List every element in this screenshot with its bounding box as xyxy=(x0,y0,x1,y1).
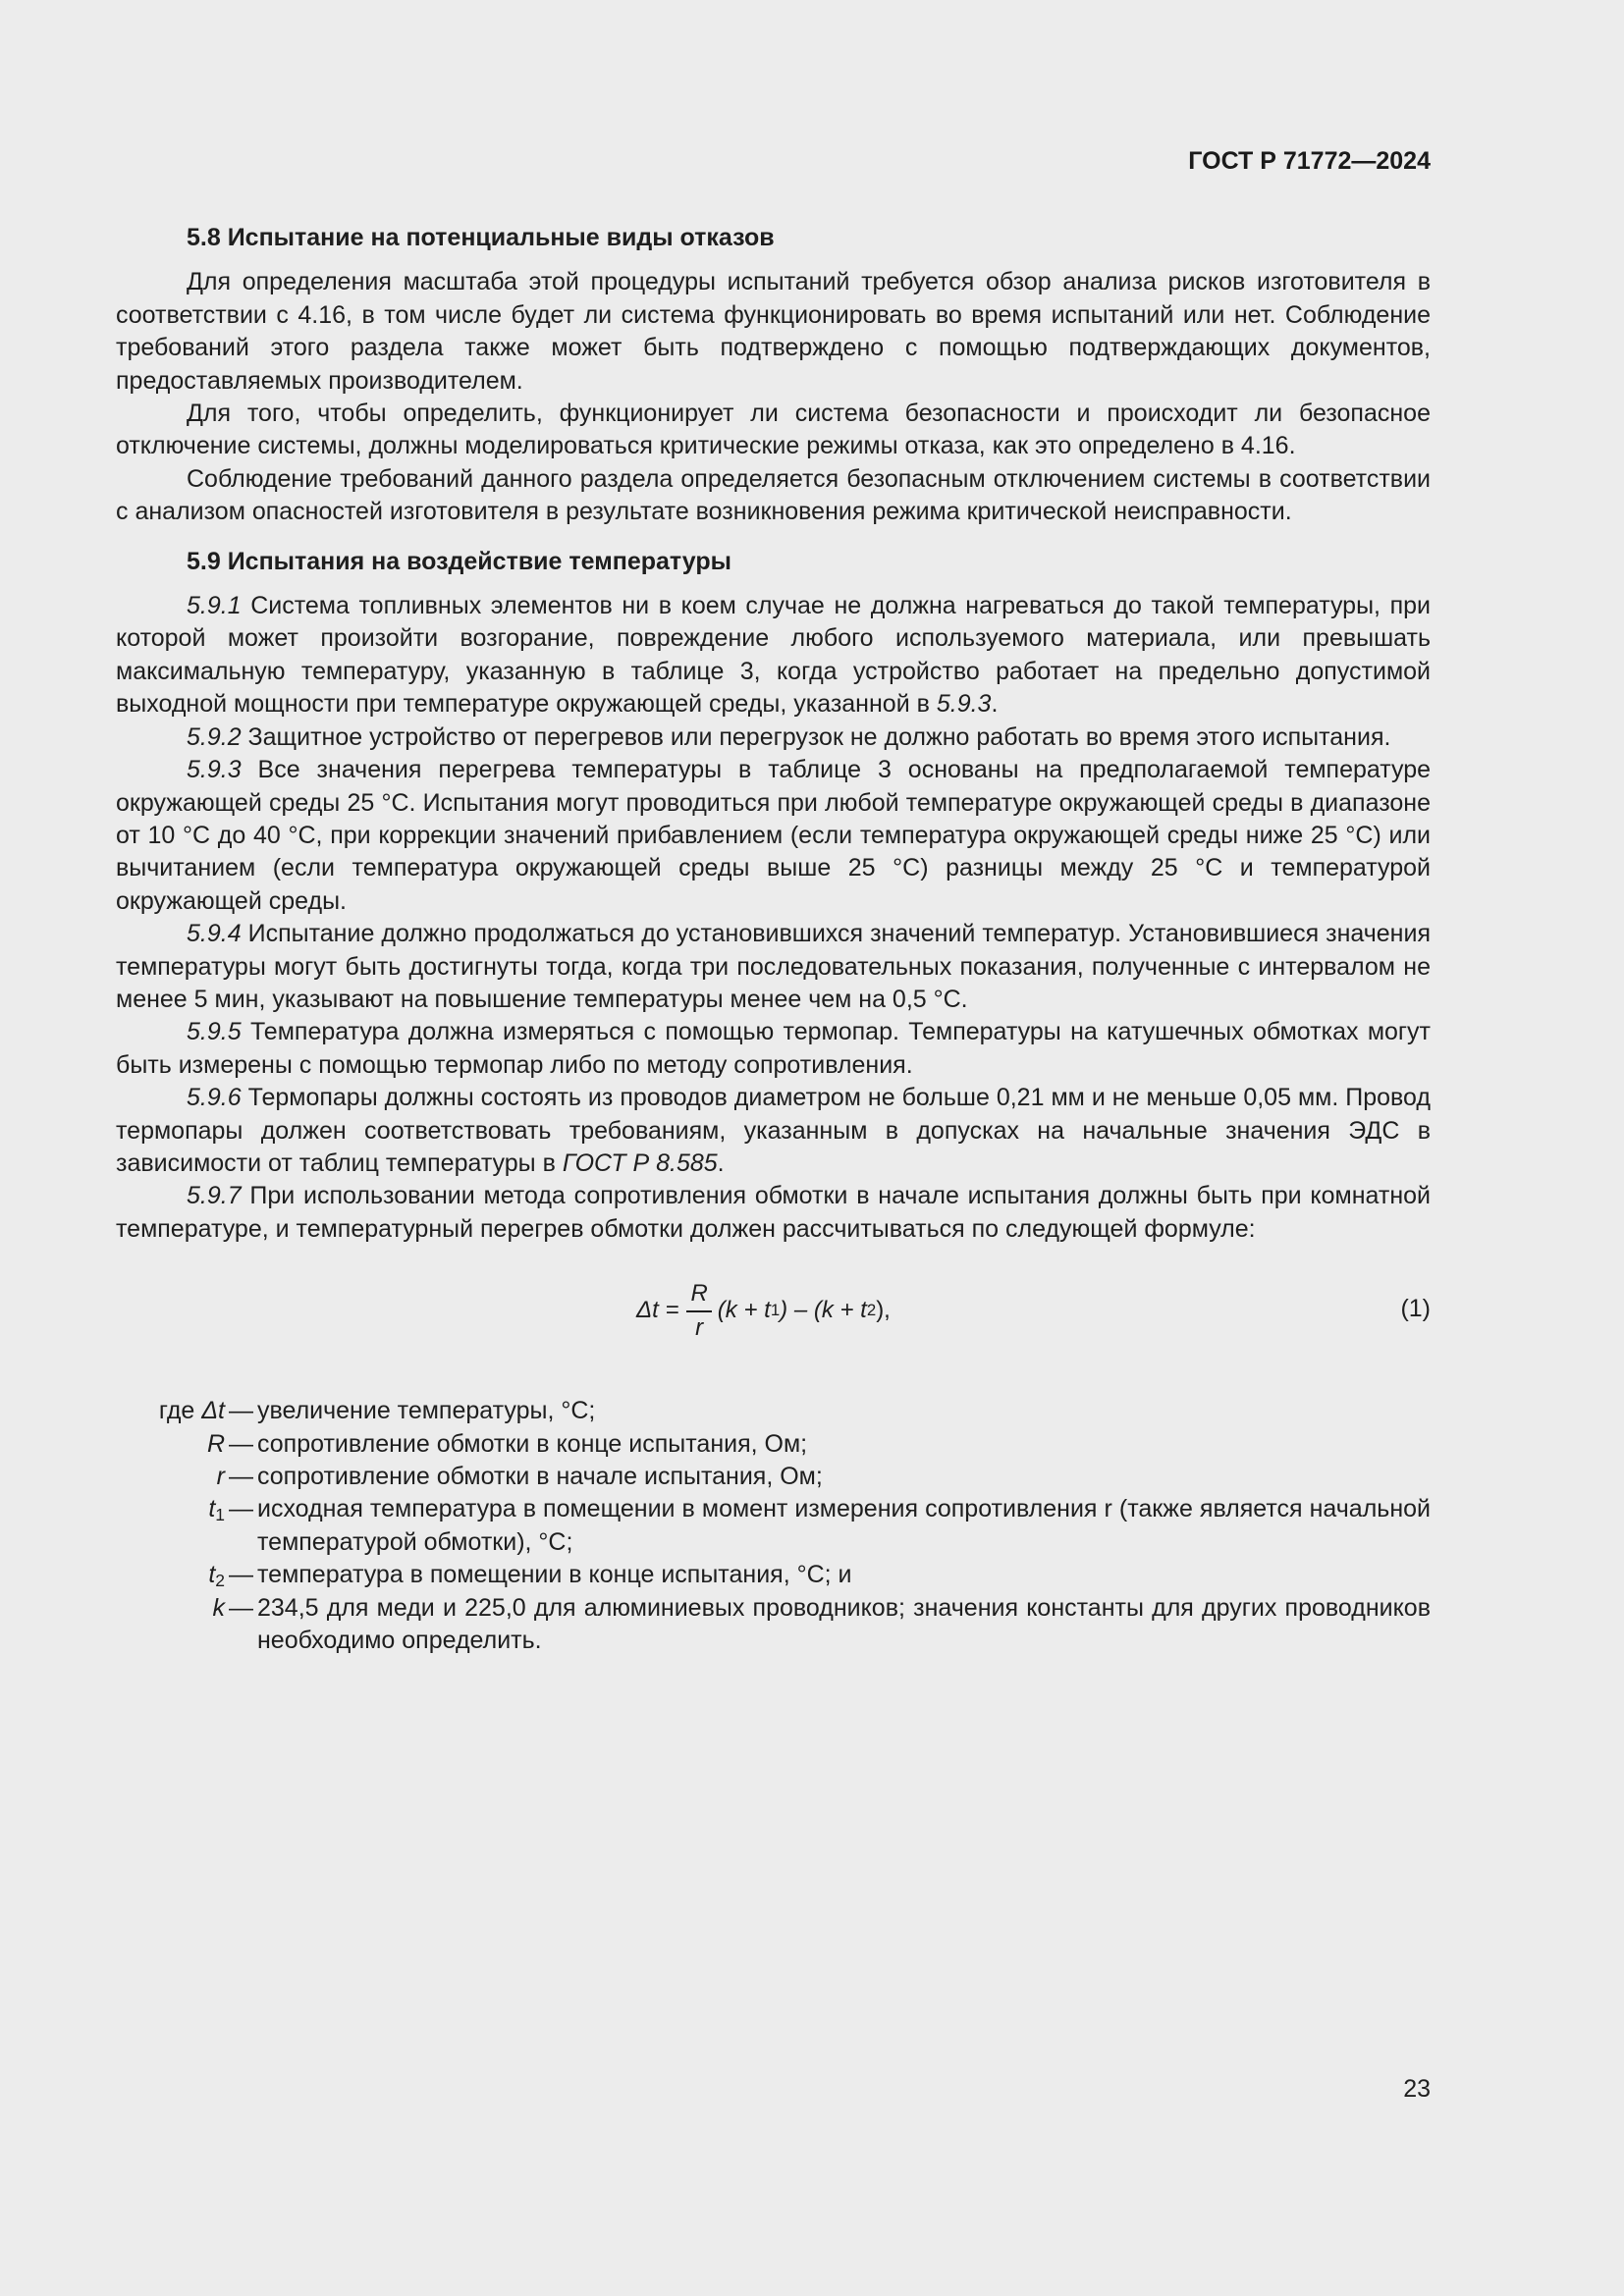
page-number: 23 xyxy=(1403,2075,1431,2103)
legend-symbol: r xyxy=(216,1463,225,1490)
legend-description: увеличение температуры, °С; xyxy=(257,1397,596,1425)
clause-text: При использовании метода сопротивления обмотки в начале испытания должны быть при комнатной температуре, и температурный перегрев обмотки должен рассчитываться по следующей формуле: xyxy=(116,1182,1431,1243)
clause-tail: . xyxy=(991,690,999,719)
legend-description: сопротивление обмотки в начале испытания, Ом; xyxy=(257,1463,823,1490)
clause-5-9-4 xyxy=(116,918,1431,1016)
clause-number: 5.9.2 xyxy=(187,722,242,751)
clause-number: 5.9.7 xyxy=(187,1182,242,1210)
legend-dash: — xyxy=(229,1429,253,1458)
clause-text: Температура должна измеряться с помощью термопар. Температуры на катушечных обмотках могут быть измерены с помощью термопар либо по методу сопротивления. xyxy=(116,1018,1431,1079)
clause-5-9-7 xyxy=(116,1180,1431,1246)
formula-term-3: ), xyxy=(876,1297,891,1324)
legend-description: сопротивление обмотки в конце испытания, Ом; xyxy=(257,1429,808,1458)
clause-reference: 5.9.3 xyxy=(936,690,992,719)
clause-text: Защитное устройство от перегревов или перегрузок не должно работать во время этого испытания. xyxy=(241,722,1391,751)
legend-symbol: k xyxy=(212,1593,225,1622)
formula-block xyxy=(116,1265,1431,1356)
section-5-8-paragraph-3: Соблюдение требований данного раздела определяется безопасным отключением системы в соответствии с анализом опасностей изготовителя в результате возникновения режима критической неисправности. xyxy=(116,464,1431,526)
clause-text: Система топливных элементов ни в коем случае не должна нагреваться до такой температуры, при которой может произойти возгорание, повреждение любого используемого материала, или превышать максимальную температуру, указанную в таблице 3, когда устройство работает на предельно допустимой выходной мощности при температуре окружающей среды, указанной в xyxy=(116,592,1431,719)
legend-dash: — xyxy=(229,1397,253,1425)
legend-symbol: t xyxy=(208,1495,216,1523)
formula-numerator: R xyxy=(686,1280,711,1312)
clause-text: Испытание должно продолжаться до установившихся значений температур. Установившиеся значения температуры могут быть достигнуты тогда, когда три последовательных показания, полученные с интервалом не менее 5 мин, указывают на повышение температуры менее чем на 0,5 °C. xyxy=(116,920,1431,1013)
clause-5-9-1 xyxy=(116,590,1431,721)
legend-prefix: где xyxy=(158,1397,195,1425)
legend-row xyxy=(116,1461,1431,1493)
clause-text: Термопары должны состоять из проводов диаметром не больше 0,21 мм и не меньше 0,05 мм. Провод термопары должен соответствовать требованиям, указанным в допусках на начальные значения ЭДС в зависимости от таблиц температуры в xyxy=(116,1084,1431,1177)
legend-row xyxy=(116,1559,1431,1591)
clause-number: 5.9.4 xyxy=(187,920,242,948)
clause-5-9-2 xyxy=(116,721,1431,754)
clause-number: 5.9.1 xyxy=(187,592,242,620)
legend-row xyxy=(116,1592,1431,1658)
clause-number: 5.9.3 xyxy=(187,756,242,784)
clause-number: 5.9.5 xyxy=(187,1018,242,1046)
section-5-9-heading: 5.9 Испытания на воздействие температуры xyxy=(187,547,731,575)
section-5-8-paragraph-2: Для того, чтобы определить, функционирует ли система безопасности и происходит ли безопасное отключение системы, должны моделироваться критические режимы отказа, как это определено в 4.16. xyxy=(116,400,1431,460)
formula: Δt = $\frac{R}{r}$ (k + t 1 ) – (k + t 2 ), xyxy=(636,1279,891,1341)
section-5-8-paragraph-1: Для определения масштаба этой процедуры испытаний требуется обзор анализа рисков изготовителя в соответствии с 4.16, в том числе будет ли система функционировать во время испытаний или нет. Соблюдение требований этого раздела также может быть подтверждено с помощью подтверждающих документов, предоставляемых производителем. xyxy=(116,268,1431,395)
formula-lhs: Δt = xyxy=(636,1297,679,1324)
legend-row xyxy=(116,1395,1431,1427)
document-body xyxy=(116,222,1431,1657)
clause-tail: . xyxy=(717,1148,725,1177)
clause-number: 5.9.6 xyxy=(187,1084,242,1112)
clause-5-9-6 xyxy=(116,1082,1431,1180)
legend-symbol: t xyxy=(208,1561,216,1589)
legend-symbol: Δt xyxy=(201,1397,225,1425)
formula-denominator: r xyxy=(695,1313,704,1341)
legend-description: 234,5 для меди и 225,0 для алюминиевых проводников; значения константы для других проводников необходимо определить. xyxy=(257,1593,1431,1655)
formula-fraction xyxy=(686,1280,711,1342)
legend-row xyxy=(116,1493,1431,1559)
legend-description: температура в помещении в конце испытания, °С; и xyxy=(257,1561,852,1589)
section-5-8-heading: 5.8 Испытание на потенциальные виды отказов xyxy=(187,224,775,251)
formula-term-2: ) – (k + t xyxy=(780,1297,867,1324)
legend-dash: — xyxy=(229,1593,253,1622)
clause-5-9-3 xyxy=(116,754,1431,918)
clause-5-9-5 xyxy=(116,1016,1431,1082)
legend-symbol-sub: 2 xyxy=(215,1571,225,1591)
legend-symbol: R xyxy=(206,1429,225,1458)
clause-text: Все значения перегрева температуры в таблице 3 основаны на предполагаемой температуре окружающей среды 25 °C. Испытания могут проводиться при любой температуре окружающей среды в диапазоне от 10 °C до 40 °C, при коррекции значений прибавлением (если температура окружающей среды ниже 25 °C) или вычитанием (если температура окружающей среды выше 25 °C) разницы между 25 °C и температурой окружающей среды. xyxy=(116,756,1431,915)
equation-number: (1) xyxy=(1400,1295,1431,1323)
legend-dash: — xyxy=(229,1463,253,1490)
clause-reference: ГОСТ Р 8.585 xyxy=(562,1148,718,1177)
variable-legend xyxy=(116,1395,1431,1657)
document-code: ГОСТ Р 71772—2024 xyxy=(1188,147,1431,175)
formula-term-1: (k + t xyxy=(717,1297,771,1324)
legend-dash: — xyxy=(229,1495,253,1523)
legend-symbol-sub: 1 xyxy=(215,1505,225,1525)
legend-description: исходная температура в помещении в момент измерения сопротивления r (также является начальной температурой обмотки), °С; xyxy=(257,1495,1431,1556)
legend-row xyxy=(116,1428,1431,1461)
legend-dash: — xyxy=(229,1561,253,1589)
